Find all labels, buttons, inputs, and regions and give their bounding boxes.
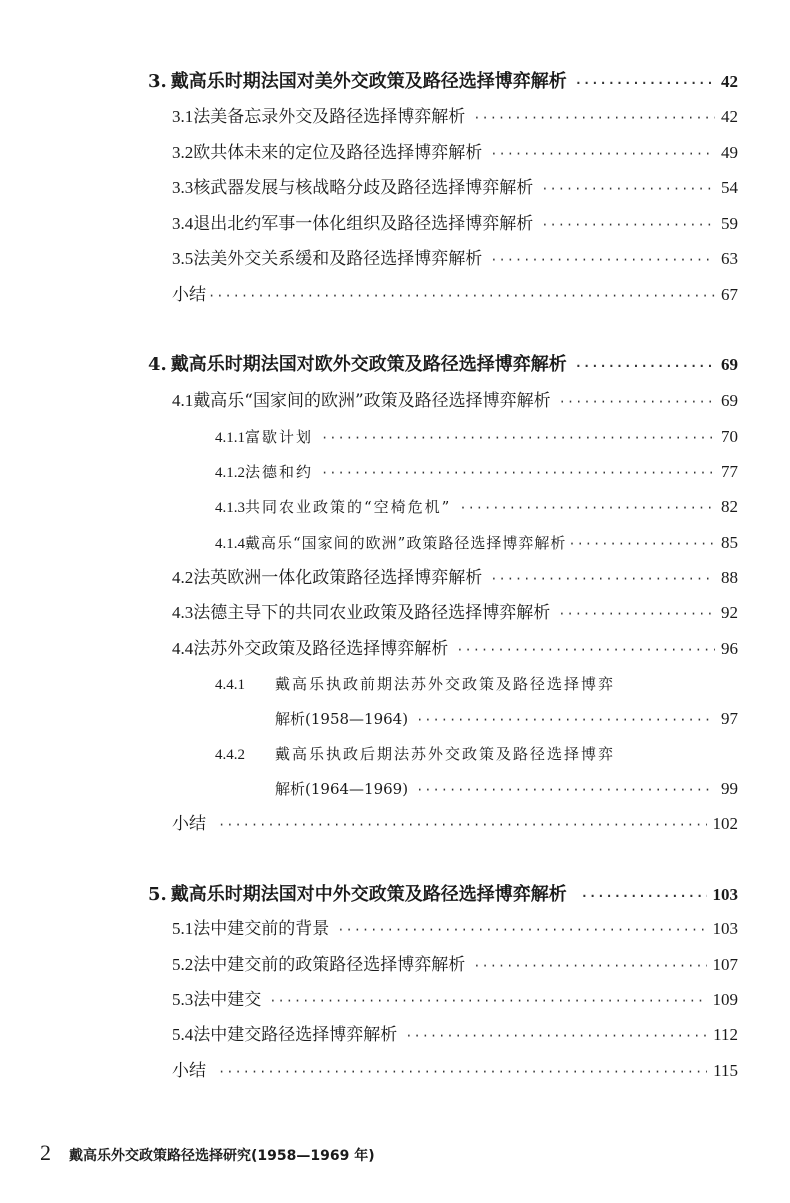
section-number: 3.5 [172,249,194,268]
leader-dots [473,107,715,129]
page-number: 115 [713,1061,738,1080]
section-title: 法美外交关系缓和及路径选择博弈解析 [193,249,483,269]
section-title: 法美备忘录外交及路径选择博弈解析 [193,107,466,127]
page-number: 42 [721,107,738,126]
page-number: 103 [712,919,738,938]
page-number: 70 [721,427,738,446]
leader-dots [208,285,715,307]
chapter-number: 4. [148,354,167,375]
section-number: 5.3 [172,990,194,1009]
chapter-4-summary-entry[interactable] [172,813,738,836]
footer-book-title: 戴高乐外交政策路径选择研究(1958—1969 年) [69,1148,375,1164]
leader-dots [559,391,715,413]
subsection-title: 戴高乐执政前期法苏外交政策及路径选择博弈 [275,675,616,693]
section-4-2-entry[interactable] [172,567,738,590]
chapter-number: 5. [148,884,167,905]
page-number: 82 [721,497,738,516]
subsection-number: 4.1.3 [215,500,245,516]
subsection-number: 4.1.4 [215,536,245,552]
page-number: 103 [712,885,738,904]
section-number: 4.2 [172,568,194,587]
page-number: 69 [721,391,738,410]
section-number: 4.3 [172,603,194,622]
leader-dots [456,639,715,661]
section-number: 3.1 [172,107,194,126]
leader-dots [541,214,715,236]
leader-dots [218,814,707,836]
subsection-4-4-1-continuation[interactable] [275,708,738,731]
page-number: 99 [721,779,738,798]
chapter-4-entry[interactable] [148,354,738,377]
section-number: 3.4 [172,214,194,233]
leader-dots [321,462,715,484]
chapter-title: 戴高乐时期法国对美外交政策及路径选择博弈解析 [170,71,567,92]
page-number: 42 [721,72,738,91]
chapter-title: 戴高乐时期法国对中外交政策及路径选择博弈解析 [170,884,567,905]
page-number: 67 [721,285,738,304]
page-number: 92 [721,603,738,622]
footer-page-number: 2 [40,1140,51,1165]
page-number: 59 [721,214,738,233]
section-3-2-entry[interactable] [172,142,738,165]
leader-dots [490,568,715,590]
subsection-title: 法德和约 [245,463,314,481]
subsection-4-4-2-continuation[interactable] [275,778,738,801]
subsection-title: 共同农业政策的“空椅危机” [245,498,452,516]
leader-dots [337,919,706,941]
subsection-number: 4.1.2 [215,465,245,481]
section-title: 法德主导下的共同农业政策及路径选择博弈解析 [193,603,551,623]
chapter-3-summary-entry[interactable] [172,284,738,307]
summary-title: 小结 [172,285,206,305]
page-number: 112 [713,1025,738,1044]
section-3-5-entry[interactable] [172,248,738,271]
chapter-title: 戴高乐时期法国对欧外交政策及路径选择博弈解析 [170,354,567,375]
section-5-1-entry[interactable] [172,918,738,941]
section-number: 4.1 [172,391,194,410]
section-title: 法英欧洲一体化政策路径选择博弈解析 [193,568,483,588]
section-title: 法中建交前的政策路径选择博弈解析 [193,955,466,975]
subsection-4-4-2-entry[interactable] [215,743,738,766]
page-number: 88 [721,568,738,587]
section-number: 5.2 [172,955,194,974]
section-3-1-entry[interactable] [172,106,738,129]
leader-dots [321,427,715,449]
section-title: 法苏外交政策及路径选择博弈解析 [193,639,449,659]
subsection-4-1-3-entry[interactable] [215,496,738,519]
section-4-1-entry[interactable] [172,390,738,413]
chapter-3-entry[interactable] [148,71,738,94]
section-title: 欧共体未来的定位及路径选择博弈解析 [193,143,483,163]
section-3-3-entry[interactable] [172,177,738,200]
section-number: 3.3 [172,178,194,197]
section-3-4-entry[interactable] [172,213,738,236]
page-number: 97 [721,709,738,728]
section-title: 法中建交路径选择博弈解析 [193,1025,398,1045]
leader-dots [416,709,715,731]
page-footer [40,1140,375,1166]
subsection-4-1-4-entry[interactable] [215,532,738,555]
leader-dots [568,533,715,555]
section-5-4-entry[interactable] [172,1024,738,1047]
subsection-title-continuation: 解析(1958—1964) [275,710,409,728]
subsection-title: 戴高乐执政后期法苏外交政策及路径选择博弈 [275,745,616,763]
section-title: 戴高乐“国家间的欧洲”政策及路径选择博弈解析 [193,391,551,411]
subsection-number: 4.4.1 [215,677,245,693]
leader-dots [490,249,715,271]
leader-dots [473,955,706,977]
leader-dots [541,178,715,200]
page-number: 107 [712,955,738,974]
leader-dots [558,603,715,625]
leader-dots [269,990,706,1012]
subsection-title-continuation: 解析(1964—1969) [275,780,409,798]
leader-dots [575,72,715,94]
chapter-5-summary-entry[interactable] [172,1060,738,1083]
page-number: 85 [721,533,738,552]
subsection-title: 戴高乐“国家间的欧洲”政策路径选择博弈解析 [245,534,567,552]
section-5-3-entry[interactable] [172,989,738,1012]
summary-title: 小结 [172,814,206,834]
page-number: 54 [721,178,738,197]
subsection-4-1-2-entry[interactable] [215,461,738,484]
section-title: 法中建交前的背景 [193,919,330,939]
section-number: 5.1 [172,919,194,938]
leader-dots [581,885,707,907]
subsection-4-1-1-entry[interactable] [215,426,738,449]
section-number: 3.2 [172,143,194,162]
leader-dots [490,143,715,165]
page-number: 109 [712,990,738,1009]
leader-dots [575,355,715,377]
leader-dots [459,497,715,519]
section-4-3-entry[interactable] [172,602,738,625]
page-number: 96 [721,639,738,658]
leader-dots [416,779,715,801]
subsection-number: 4.4.2 [215,747,245,763]
page-number: 63 [721,249,738,268]
section-5-2-entry[interactable] [172,954,738,977]
page-number: 102 [712,814,738,833]
chapter-5-entry[interactable] [148,884,738,907]
section-4-4-entry[interactable] [172,638,738,661]
section-title: 退出北约军事一体化组织及路径选择博弈解析 [193,214,534,234]
summary-title: 小结 [172,1061,206,1081]
chapter-number: 3. [148,71,167,92]
section-title: 核武器发展与核战略分歧及路径选择博弈解析 [193,178,534,198]
section-number: 5.4 [172,1025,194,1044]
page-number: 49 [721,143,738,162]
leader-dots [218,1061,707,1083]
subsection-number: 4.1.1 [215,430,245,446]
page-number: 69 [721,355,738,374]
section-title: 法中建交 [193,990,262,1010]
subsection-title: 富歇计划 [245,428,314,446]
section-number: 4.4 [172,639,194,658]
subsection-4-4-1-entry[interactable] [215,673,738,696]
leader-dots [405,1025,707,1047]
page-number: 77 [721,462,738,481]
